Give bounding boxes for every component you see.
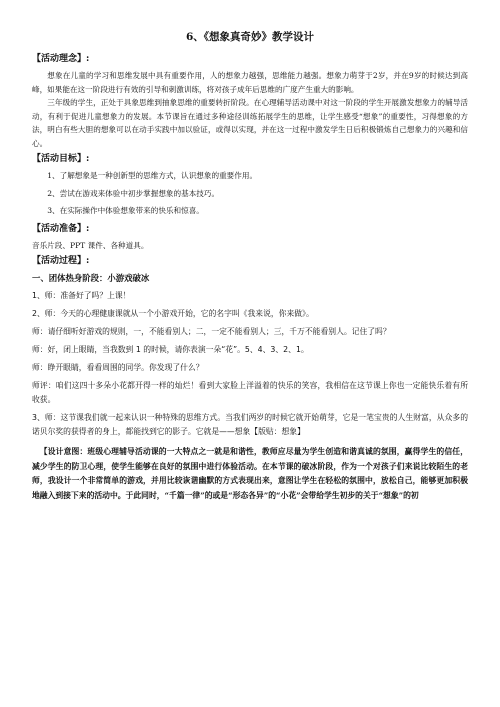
prep-heading: 【活动准备】: (32, 223, 90, 234)
goal-item-1: 1、了解想象是一种创新型的思维方式，认识想象的重要作用。 (47, 171, 258, 180)
process-line-5: 师：睁开眼睛，看看周围的同学。你发现了什么？ (32, 363, 204, 372)
process-line-6: 师评：咱们这四十多朵小花都开得一样的灿烂！看到大家脸上洋溢着的快乐的笑容，我相信在这节课上你也一定能快乐着有所收获。 (32, 381, 468, 404)
prep-text: 音乐片段、PPT 课件、各种道具。 (32, 240, 149, 250)
concept-paragraph-1: 想象在儿童的学习和思维发展中具有重要作用，人的想象力越强，思维能力越强。想象力萌芽于2岁，并在9岁的时候达到高峰，如果能在这一阶段进行有效的引导和刺激训练，将对孩子成年后思维的广度产生重大的影响。 (32, 71, 469, 94)
process-line-4: 师：好，闭上眼睛，当我数到 1 的时候，请你表演一朵“花”。5、4、3、2、1。 (32, 345, 309, 354)
process-line-1: 1、师：准备好了吗？上课！ (32, 291, 131, 300)
phase-1-heading: 一、团体热身阶段：小游戏破冰 (32, 273, 150, 283)
goal-item-2: 2、尝试在游戏来体验中初步掌握想象的基本技巧。 (47, 188, 220, 198)
process-heading: 【活动过程】: (32, 256, 90, 266)
process-line-7: 3、师：这节课我们就一起来认识一种特殊的思维方式。当我们两岁的时候它就开始萌芽，它是一笔宝贵的人生财富，从众多的诺贝尔奖的获得者的身上，都能找到它的影子。它就是——想象【版贴：想象】 (32, 413, 468, 436)
document-title: 6、《想象真奇妙》教学设计 (185, 31, 315, 43)
design-note: 【设计意图：班级心理辅导活动课的一大特点之一就是和谐性，教师应尽量为学生创造和谐真诚的氛围，赢得学生的信任，减少学生的防卫心理，使学生能够在良好的氛围中进行体验活动。在本节课的破冰阶段，作为一个对孩子们来说比较陌生的老师，我设计一个非常简单的游戏，并用比较诙谐幽默的方式表现出来，意图让学生在轻松的氛围中，放松自己，能够更加积极地融入到接下来的活动中。于此同时，“千篇一律”的或是“形态各异”的“小花”会带给学生初步的关于“想象”的初 (32, 447, 468, 500)
concept-heading: 【活动理念】: (32, 54, 90, 64)
process-line-3: 师：请仔细听好游戏的规则，一，不能看别人；二，一定不能看别人；三，千万不能看别人。记住了吗？ (32, 327, 391, 336)
goals-heading: 【活动目标】: (32, 154, 90, 164)
process-line-2: 2、师：今天的心理健康课就从一个小游戏开始，它的名字叫《我来说，你来做》。 (32, 309, 314, 318)
concept-paragraph-2: 三年级的学生，正处于具象思维到抽象思维的重要转折阶段。在心理辅导活动课中对这一阶段的学生开展激发想象力的辅导活动，有利于促进儿童想象力的发展。本节课旨在通过多种途径训练拓展学生的思维，让学生感受“想象”的重要性，习得想象的方法，明白有些大胆的想象可以在动手实践中加以验证，或得以实现，并在这一过程中激发学生日后积极锻炼自己想象力的兴趣和信心。 (32, 98, 468, 148)
goal-item-3: 3、在实际操作中体验想象带来的快乐和惊喜。 (47, 206, 204, 215)
